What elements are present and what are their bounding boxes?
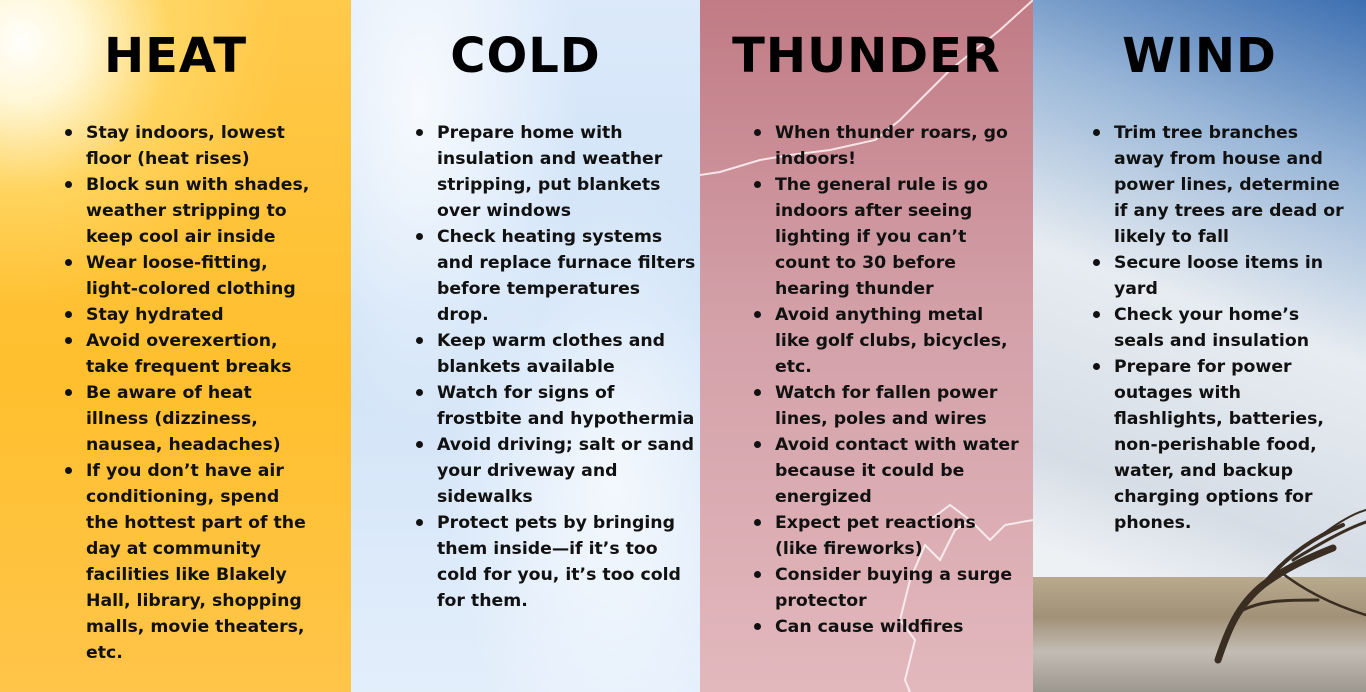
tip-text: Stay indoors, lowest floor (heat rises) bbox=[86, 123, 285, 169]
tip-item bbox=[1092, 120, 1352, 250]
tip-text: Avoid driving; salt or sand your driveway and sidewalks bbox=[437, 435, 694, 507]
tip-item bbox=[753, 614, 1023, 640]
bullet-icon bbox=[1093, 363, 1100, 370]
tip-text: Avoid contact with water because it could be energized bbox=[775, 435, 1019, 507]
tip-text: Block sun with shades, weather stripping to keep cool air inside bbox=[86, 175, 310, 247]
tip-item bbox=[64, 328, 314, 380]
tip-text: The general rule is go indoors after seeing lighting if you can’t count to 30 before hearing thunder bbox=[775, 175, 989, 299]
bullet-icon bbox=[754, 519, 761, 526]
tip-text: Secure loose items in yard bbox=[1114, 253, 1324, 299]
bullet-icon bbox=[65, 467, 72, 474]
tip-item bbox=[753, 120, 1023, 172]
bullet-icon bbox=[416, 389, 423, 396]
bullet-icon bbox=[754, 441, 761, 448]
tip-item bbox=[753, 172, 1023, 302]
tip-item bbox=[753, 562, 1023, 614]
tip-item bbox=[64, 120, 314, 172]
bullet-icon bbox=[754, 389, 761, 396]
cold-title: COLD bbox=[450, 28, 601, 84]
bullet-icon bbox=[754, 129, 761, 136]
tip-text: Protect pets by bringing them inside—if it’s too cold for you, it’s too cold for them. bbox=[437, 513, 681, 611]
bullet-icon bbox=[416, 233, 423, 240]
bullet-icon bbox=[65, 337, 72, 344]
bullet-icon bbox=[65, 259, 72, 266]
tip-item bbox=[64, 302, 314, 328]
tip-item bbox=[415, 224, 697, 328]
tip-text: Trim tree branches away from house and power lines, determine if any trees are dead or likely to fall bbox=[1114, 123, 1344, 247]
bullet-icon bbox=[416, 337, 423, 344]
wind-title: WIND bbox=[1122, 28, 1277, 84]
heat-panel bbox=[0, 0, 351, 692]
bullet-icon bbox=[1093, 259, 1100, 266]
bullet-icon bbox=[754, 181, 761, 188]
bullet-icon bbox=[1093, 129, 1100, 136]
tip-item bbox=[1092, 302, 1352, 354]
tip-text: When thunder roars, go indoors! bbox=[775, 123, 1008, 169]
tip-item bbox=[64, 458, 314, 666]
cold-tips-list bbox=[415, 120, 697, 614]
bullet-icon bbox=[754, 571, 761, 578]
bullet-icon bbox=[754, 311, 761, 318]
bullet-icon bbox=[754, 623, 761, 630]
tip-text: Expect pet reactions (like fireworks) bbox=[775, 513, 976, 559]
thunder-tips-list bbox=[753, 120, 1023, 640]
rocky-ground-image bbox=[1033, 577, 1366, 692]
tip-item bbox=[415, 380, 697, 432]
wind-tips-list bbox=[1092, 120, 1352, 536]
tip-text: Avoid anything metal like golf clubs, bicycles, etc. bbox=[775, 305, 1008, 377]
thunder-title: THUNDER bbox=[732, 28, 1001, 84]
tip-item bbox=[415, 328, 697, 380]
tip-text: If you don’t have air conditioning, spend the hottest part of the day at community facilities like Blakely Hall, library, shopping malls, movie theaters, etc. bbox=[86, 461, 306, 663]
tip-text: Watch for signs of frostbite and hypothermia bbox=[437, 383, 695, 429]
thunder-panel bbox=[700, 0, 1033, 692]
bullet-icon bbox=[416, 519, 423, 526]
bullet-icon bbox=[416, 129, 423, 136]
tip-item bbox=[64, 172, 314, 250]
tip-item bbox=[64, 380, 314, 458]
wind-panel bbox=[1033, 0, 1366, 692]
bullet-icon bbox=[1093, 311, 1100, 318]
tip-item bbox=[753, 380, 1023, 432]
tip-item bbox=[415, 120, 697, 224]
tip-text: Prepare home with insulation and weather stripping, put blankets over windows bbox=[437, 123, 663, 221]
tip-item bbox=[753, 432, 1023, 510]
tip-text: Wear loose-fitting, light-colored clothing bbox=[86, 253, 296, 299]
tip-item bbox=[415, 432, 697, 510]
tip-item bbox=[753, 302, 1023, 380]
heat-tips-list bbox=[64, 120, 314, 666]
tip-text: Check your home’s seals and insulation bbox=[1114, 305, 1310, 351]
tip-item bbox=[64, 250, 314, 302]
tip-text: Be aware of heat illness (dizziness, nausea, headaches) bbox=[86, 383, 281, 455]
tip-text: Prepare for power outages with flashlights, batteries, non-perishable food, water, and backup charging options for phones. bbox=[1114, 357, 1324, 533]
tip-item bbox=[1092, 250, 1352, 302]
bullet-icon bbox=[65, 181, 72, 188]
tip-text: Consider buying a surge protector bbox=[775, 565, 1013, 611]
tip-text: Can cause wildfires bbox=[775, 617, 964, 637]
tip-item bbox=[415, 510, 697, 614]
tip-text: Stay hydrated bbox=[86, 305, 224, 325]
bullet-icon bbox=[416, 441, 423, 448]
bullet-icon bbox=[65, 389, 72, 396]
cold-panel bbox=[351, 0, 700, 692]
tip-item bbox=[753, 510, 1023, 562]
heat-title: HEAT bbox=[103, 28, 248, 84]
tip-text: Avoid overexertion, take frequent breaks bbox=[86, 331, 292, 377]
tip-text: Check heating systems and replace furnace filters before temperatures drop. bbox=[437, 227, 696, 325]
tip-item bbox=[1092, 354, 1352, 536]
bullet-icon bbox=[65, 129, 72, 136]
tip-text: Watch for fallen power lines, poles and wires bbox=[775, 383, 998, 429]
tip-text: Keep warm clothes and blankets available bbox=[437, 331, 666, 377]
bullet-icon bbox=[65, 311, 72, 318]
